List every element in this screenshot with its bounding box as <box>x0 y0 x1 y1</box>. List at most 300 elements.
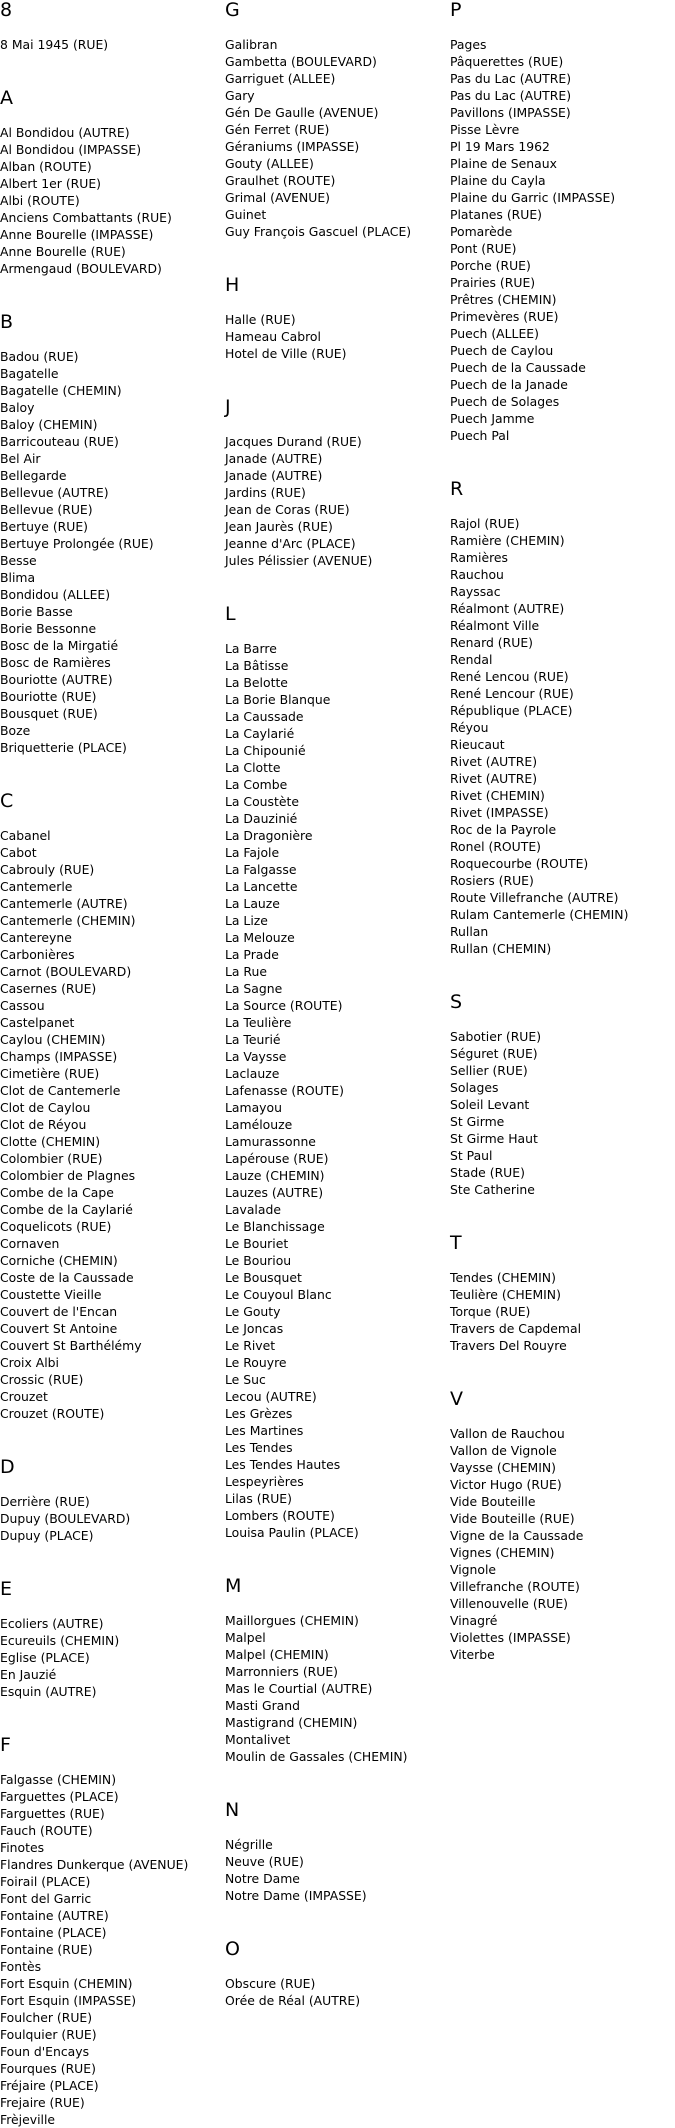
street-item: Al Bondidou (IMPASSE) <box>0 142 142 157</box>
street-item: Janade (AUTRE) <box>225 468 323 483</box>
group-spacer <box>225 1541 450 1576</box>
street-item: Jean de Coras (RUE) <box>225 502 350 517</box>
street-item: Les Martines <box>225 1423 304 1438</box>
street-item: Tendes (CHEMIN) <box>450 1270 556 1285</box>
letter-group <box>0 312 225 756</box>
street-item: Graulhet (ROUTE) <box>225 173 336 188</box>
street-item: Cassou <box>0 998 45 1013</box>
street-item: Ecoliers (AUTRE) <box>0 1616 104 1631</box>
letter-heading: T <box>450 1232 462 1254</box>
street-item: La Caylarié <box>225 726 295 741</box>
street-item: Mas le Courtial (AUTRE) <box>225 1681 373 1696</box>
letter-heading: D <box>0 1456 15 1478</box>
street-item: Notre Dame (IMPASSE) <box>225 1888 367 1903</box>
street-item: René Lencou (RUE) <box>450 669 569 684</box>
street-item: Galibran <box>225 37 278 52</box>
street-item: Rauchou <box>450 567 504 582</box>
street-item: Stade (RUE) <box>450 1165 525 1180</box>
street-list <box>225 1612 450 1765</box>
street-list <box>0 1615 225 1700</box>
street-item: Colombier de Plagnes <box>0 1168 136 1183</box>
letter-group <box>225 604 450 1541</box>
street-item: St Girme Haut <box>450 1131 538 1146</box>
letter-heading: V <box>450 1388 463 1410</box>
street-list <box>225 36 450 240</box>
street-list <box>0 124 225 277</box>
street-item: Vinagré <box>450 1613 498 1628</box>
street-item: Lafenasse (ROUTE) <box>225 1083 344 1098</box>
street-item: Foulcher (RUE) <box>0 2010 93 2025</box>
street-item: Bouriotte (RUE) <box>0 689 97 704</box>
letter-group <box>0 0 225 53</box>
letter-heading: P <box>450 0 462 21</box>
street-item: Soleil Levant <box>450 1097 530 1112</box>
street-item: Crossic (RUE) <box>0 1372 84 1387</box>
street-item: Gén Ferret (RUE) <box>225 122 330 137</box>
column-1 <box>0 0 225 2127</box>
street-item: Derrière (RUE) <box>0 1494 90 1509</box>
street-item: Le Gouty <box>225 1304 281 1319</box>
letter-heading: R <box>450 478 464 500</box>
street-item: Flandres Dunkerque (AVENUE) <box>0 1857 189 1872</box>
street-item: Puech de Solages <box>450 394 560 409</box>
street-item: Le Bousquet <box>225 1270 302 1285</box>
street-item: Ecureuils (CHEMIN) <box>0 1633 120 1648</box>
street-list <box>450 515 675 957</box>
street-item: Lombers (ROUTE) <box>225 1508 335 1523</box>
street-item: La Teulière <box>225 1015 292 1030</box>
street-item: Clotte (CHEMIN) <box>0 1134 101 1149</box>
street-item: Carnot (BOULEVARD) <box>0 964 132 979</box>
letter-group <box>225 397 450 569</box>
letter-heading: E <box>0 1578 13 1600</box>
street-item: Couvert de l'Encan <box>0 1304 118 1319</box>
street-item: La Caussade <box>225 709 304 724</box>
street-item: Obscure (RUE) <box>225 1976 316 1991</box>
letter-heading: N <box>225 1799 240 1821</box>
street-item: Lauze (CHEMIN) <box>225 1168 325 1183</box>
street-item: La Lauze <box>225 896 280 911</box>
street-item: Le Joncas <box>225 1321 284 1336</box>
street-item: Fauch (ROUTE) <box>0 1823 93 1838</box>
street-item: Fort Esquin (IMPASSE) <box>0 1993 137 2008</box>
letter-group <box>450 1233 675 1354</box>
street-item: Frejaire (RUE) <box>0 2095 85 2110</box>
street-item: Laclauze <box>225 1066 280 1081</box>
street-item: Pomarède <box>450 224 513 239</box>
street-item: Halle (RUE) <box>225 312 296 327</box>
street-item: Clot de Caylou <box>0 1100 91 1115</box>
street-item: Puech de Caylou <box>450 343 554 358</box>
street-item: Cornaven <box>0 1236 60 1251</box>
street-item: Briquetterie (PLACE) <box>0 740 127 755</box>
street-item: Platanes (RUE) <box>450 207 543 222</box>
street-item: Fontaine (PLACE) <box>0 1925 107 1940</box>
street-list <box>225 311 450 362</box>
street-item: Lauzes (AUTRE) <box>225 1185 324 1200</box>
street-item: Dupuy (BOULEVARD) <box>0 1511 131 1526</box>
letter-group <box>0 791 225 1422</box>
street-list <box>450 1269 675 1354</box>
street-item: Travers de Capdemal <box>450 1321 582 1336</box>
street-item: Guinet <box>225 207 267 222</box>
street-item: La Lize <box>225 913 268 928</box>
street-item: Neuve (RUE) <box>225 1854 304 1869</box>
letter-group <box>450 479 675 957</box>
street-item: Le Bouriet <box>225 1236 289 1251</box>
street-item: Le Rivet <box>225 1338 276 1353</box>
street-item: Pages <box>450 37 487 52</box>
street-item: Borie Bessonne <box>0 621 97 636</box>
street-item: Falgasse (CHEMIN) <box>0 1772 117 1787</box>
street-item: Eglise (PLACE) <box>0 1650 90 1665</box>
street-item: Les Tendes <box>225 1440 293 1455</box>
street-item: Sellier (RUE) <box>450 1063 528 1078</box>
street-item: Clot de Cantemerle <box>0 1083 121 1098</box>
letter-heading: C <box>0 790 14 812</box>
street-item: Lapérouse (RUE) <box>225 1151 329 1166</box>
street-item: Puech de la Janade <box>450 377 568 392</box>
letter-heading: B <box>0 311 14 333</box>
street-item: Victor Hugo (RUE) <box>450 1477 562 1492</box>
street-item: Al Bondidou (AUTRE) <box>0 125 130 140</box>
street-list <box>225 640 450 1541</box>
street-item: Pont (RUE) <box>450 241 517 256</box>
street-item: Bel Air <box>0 451 41 466</box>
street-item: Roc de la Payrole <box>450 822 557 837</box>
street-item: Fort Esquin (CHEMIN) <box>0 1976 133 1991</box>
street-item: Marronniers (RUE) <box>225 1664 338 1679</box>
street-item: Prairies (RUE) <box>450 275 536 290</box>
street-item: Lamayou <box>225 1100 282 1115</box>
street-list <box>450 1028 675 1198</box>
group-spacer <box>225 569 450 604</box>
letter-group <box>0 88 225 277</box>
street-item: Cantemerle <box>0 879 73 894</box>
street-item: Coste de la Caussade <box>0 1270 134 1285</box>
street-item: Foulquier (RUE) <box>0 2027 97 2042</box>
street-item: La Melouze <box>225 930 295 945</box>
street-item: Hameau Cabrol <box>225 329 321 344</box>
street-item: Sabotier (RUE) <box>450 1029 542 1044</box>
street-item: Lamurassonne <box>225 1134 316 1149</box>
street-item: Janade (AUTRE) <box>225 451 323 466</box>
street-item: Cabot <box>0 845 37 860</box>
street-item: Anciens Combattants (RUE) <box>0 210 172 225</box>
group-spacer <box>450 1198 675 1233</box>
street-item: Blima <box>0 570 36 585</box>
street-item: Bellevue (RUE) <box>0 502 93 517</box>
street-item: Pl 19 Mars 1962 <box>450 139 550 154</box>
street-item: Rendal <box>450 652 493 667</box>
street-item: La Lancette <box>225 879 298 894</box>
group-spacer <box>225 240 450 275</box>
street-item: Couvert St Antoine <box>0 1321 118 1336</box>
street-list <box>225 1836 450 1904</box>
street-item: Pavillons (IMPASSE) <box>450 105 571 120</box>
street-item: Lavalade <box>225 1202 281 1217</box>
group-spacer <box>450 1354 675 1389</box>
letter-group <box>225 275 450 362</box>
street-item: Cantereyne <box>0 930 72 945</box>
street-item: Maillorgues (CHEMIN) <box>225 1613 359 1628</box>
street-item: Rivet (AUTRE) <box>450 754 538 769</box>
street-item: Lamélouze <box>225 1117 293 1132</box>
street-item: Corniche (CHEMIN) <box>0 1253 118 1268</box>
group-spacer <box>0 1422 225 1457</box>
street-item: Combe de la Caylarié <box>0 1202 133 1217</box>
street-item: Montalivet <box>225 1732 291 1747</box>
street-item: Louisa Paulin (PLACE) <box>225 1525 359 1540</box>
street-item: Rivet (IMPASSE) <box>450 805 549 820</box>
street-list <box>450 36 675 444</box>
street-item: Croix Albi <box>0 1355 59 1370</box>
street-item: Puech (ALLEE) <box>450 326 539 341</box>
street-item: Pas du Lac (AUTRE) <box>450 71 572 86</box>
letter-heading: M <box>225 1575 242 1597</box>
street-item: La Clotte <box>225 760 281 775</box>
street-item: Violettes (IMPASSE) <box>450 1630 571 1645</box>
street-list <box>450 1425 675 1663</box>
street-item: Esquin (AUTRE) <box>0 1684 97 1699</box>
street-item: Gambetta (BOULEVARD) <box>225 54 377 69</box>
street-item: Viterbe <box>450 1647 495 1662</box>
street-item: Rosiers (RUE) <box>450 873 534 888</box>
street-item: Albert 1er (RUE) <box>0 176 102 191</box>
street-item: Cabanel <box>0 828 51 843</box>
street-item: Réyou <box>450 720 489 735</box>
street-item: Anne Bourelle (RUE) <box>0 244 126 259</box>
street-item: Caylou (CHEMIN) <box>0 1032 106 1047</box>
street-item: Alban (ROUTE) <box>0 159 92 174</box>
street-item: Rivet (CHEMIN) <box>450 788 545 803</box>
street-item: Jules Pélissier (AVENUE) <box>225 553 373 568</box>
street-item: Rajol (RUE) <box>450 516 520 531</box>
street-item: Lilas (RUE) <box>225 1491 292 1506</box>
letter-heading: A <box>0 87 13 109</box>
street-item: Barricouteau (RUE) <box>0 434 119 449</box>
street-item: Ramières <box>450 550 508 565</box>
street-item: En Jauzié <box>0 1667 57 1682</box>
street-list <box>0 827 225 1422</box>
street-item: Baloy (CHEMIN) <box>0 417 98 432</box>
street-item: Le Couyoul Blanc <box>225 1287 332 1302</box>
street-item: Ramière (CHEMIN) <box>450 533 565 548</box>
street-item: Boze <box>0 723 31 738</box>
street-item: La Combe <box>225 777 288 792</box>
letter-group <box>0 1735 225 2128</box>
letter-heading: O <box>225 1938 240 1960</box>
letter-group <box>450 1389 675 1663</box>
street-item: Bertuye Prolongée (RUE) <box>0 536 154 551</box>
street-item: La Vaysse <box>225 1049 287 1064</box>
street-item: Farguettes (RUE) <box>0 1806 105 1821</box>
letter-heading: S <box>450 991 463 1013</box>
street-list <box>0 1771 225 2128</box>
street-item: Gary <box>225 88 255 103</box>
street-item: Plaine de Senaux <box>450 156 557 171</box>
street-item: Prêtres (CHEMIN) <box>450 292 557 307</box>
street-item: Baloy <box>0 400 35 415</box>
street-item: Farguettes (PLACE) <box>0 1789 119 1804</box>
street-item: La Borie Blanque <box>225 692 331 707</box>
street-item: Rullan (CHEMIN) <box>450 941 552 956</box>
street-item: Bertuye (RUE) <box>0 519 88 534</box>
street-item: Pâquerettes (RUE) <box>450 54 564 69</box>
street-item: Bouriotte (AUTRE) <box>0 672 113 687</box>
letter-heading: G <box>225 0 240 21</box>
street-item: Coustette Vieille <box>0 1287 102 1302</box>
street-item: Foun d'Encays <box>0 2044 90 2059</box>
street-item: Fontaine (AUTRE) <box>0 1908 109 1923</box>
street-item: La Teurié <box>225 1032 281 1047</box>
letter-heading: F <box>0 1734 11 1756</box>
street-item: Masti Grand <box>225 1698 300 1713</box>
street-item: Le Rouyre <box>225 1355 287 1370</box>
group-spacer <box>225 1765 450 1800</box>
street-item: Finotes <box>0 1840 45 1855</box>
street-item: Bagatelle <box>0 366 59 381</box>
street-item: Cimetière (RUE) <box>0 1066 100 1081</box>
street-item: Jardins (RUE) <box>225 485 306 500</box>
street-item: Cantemerle (CHEMIN) <box>0 913 136 928</box>
street-item: Bagatelle (CHEMIN) <box>0 383 122 398</box>
street-item: Les Grèzes <box>225 1406 293 1421</box>
street-item: Lespeyrières <box>225 1474 304 1489</box>
letter-heading: L <box>225 603 236 625</box>
street-item: Anne Bourelle (IMPASSE) <box>0 227 154 242</box>
street-item: St Paul <box>450 1148 493 1163</box>
street-item: Casernes (RUE) <box>0 981 97 996</box>
street-item: Réalmont (AUTRE) <box>450 601 565 616</box>
group-spacer <box>450 444 675 479</box>
street-item: Villenouvelle (RUE) <box>450 1596 569 1611</box>
street-item: Malpel <box>225 1630 266 1645</box>
street-item: Vaysse (CHEMIN) <box>450 1460 556 1475</box>
street-item: Jeanne d'Arc (PLACE) <box>225 536 356 551</box>
street-item: Puech Pal <box>450 428 510 443</box>
street-item: Ronel (ROUTE) <box>450 839 541 854</box>
street-item: Renard (RUE) <box>450 635 533 650</box>
street-item: Albi (ROUTE) <box>0 193 80 208</box>
street-list <box>0 36 225 53</box>
street-item: Plaine du Cayla <box>450 173 546 188</box>
street-item: Bosc de la Mirgatié <box>0 638 119 653</box>
street-item: Villefranche (ROUTE) <box>450 1579 580 1594</box>
street-item: Champs (IMPASSE) <box>0 1049 118 1064</box>
street-item: Gouty (ALLEE) <box>225 156 314 171</box>
street-item: Le Bouriou <box>225 1253 292 1268</box>
street-item: Séguret (RUE) <box>450 1046 538 1061</box>
street-item: La Sagne <box>225 981 283 996</box>
letter-group <box>450 992 675 1198</box>
street-item: Plaine du Garric (IMPASSE) <box>450 190 616 205</box>
street-item: La Prade <box>225 947 279 962</box>
street-item: Couvert St Barthélémy <box>0 1338 142 1353</box>
group-spacer <box>0 756 225 791</box>
street-item: Le Suc <box>225 1372 266 1387</box>
street-item: Bellevue (AUTRE) <box>0 485 109 500</box>
letter-group <box>0 1457 225 1544</box>
street-item: Notre Dame <box>225 1871 300 1886</box>
street-item: Borie Basse <box>0 604 73 619</box>
letter-group <box>225 1576 450 1765</box>
street-item: Guy François Gascuel (PLACE) <box>225 224 412 239</box>
street-item: Foirail (PLACE) <box>0 1874 91 1889</box>
street-item: Rieucaut <box>450 737 505 752</box>
street-item: Géraniums (IMPASSE) <box>225 139 360 154</box>
column-3 <box>450 0 675 2060</box>
street-item: Bosc de Ramières <box>0 655 111 670</box>
group-spacer <box>0 277 225 312</box>
street-item: Teulière (CHEMIN) <box>450 1287 561 1302</box>
street-item: Pisse Lèvre <box>450 122 520 137</box>
street-item: Grimal (AVENUE) <box>225 190 331 205</box>
street-item: Hotel de Ville (RUE) <box>225 346 347 361</box>
street-item: Bellegarde <box>0 468 67 483</box>
street-item: La Bâtisse <box>225 658 289 673</box>
street-item: La Dragonière <box>225 828 313 843</box>
street-item: Cantemerle (AUTRE) <box>0 896 128 911</box>
group-spacer <box>0 1544 225 1579</box>
street-item: Dupuy (PLACE) <box>0 1528 94 1543</box>
street-item: Fourques (RUE) <box>0 2061 96 2076</box>
street-item: Armengaud (BOULEVARD) <box>0 261 162 276</box>
street-item: Pas du Lac (AUTRE) <box>450 88 572 103</box>
street-item: Vallon de Rauchou <box>450 1426 565 1441</box>
street-item: Travers Del Rouyre <box>450 1338 567 1353</box>
street-item: Rayssac <box>450 584 501 599</box>
street-item: Bousquet (RUE) <box>0 706 98 721</box>
street-item: Rullan <box>450 924 489 939</box>
letter-group <box>225 1939 450 2009</box>
street-item: La Source (ROUTE) <box>225 998 343 1013</box>
street-item: Mastigrand (CHEMIN) <box>225 1715 358 1730</box>
street-item: Vigne de la Caussade <box>450 1528 584 1543</box>
street-item: Badou (RUE) <box>0 349 79 364</box>
street-item: La Rue <box>225 964 267 979</box>
street-item: Vignes (CHEMIN) <box>450 1545 555 1560</box>
street-item: La Chipounié <box>225 743 306 758</box>
street-item: Besse <box>0 553 37 568</box>
street-item: Font del Garric <box>0 1891 92 1906</box>
street-item: Le Blanchissage <box>225 1219 325 1234</box>
street-item: Coquelicots (RUE) <box>0 1219 112 1234</box>
letter-group <box>0 1579 225 1700</box>
street-item: La Dauzinié <box>225 811 298 826</box>
street-item: Carbonières <box>0 947 75 962</box>
street-item: Bondidou (ALLEE) <box>0 587 111 602</box>
street-item: Primevères (RUE) <box>450 309 559 324</box>
street-item: Vallon de Vignole <box>450 1443 557 1458</box>
street-item: Malpel (CHEMIN) <box>225 1647 329 1662</box>
street-item: Clot de Réyou <box>0 1117 87 1132</box>
letter-heading: 8 <box>0 0 13 21</box>
letter-heading: J <box>225 396 231 418</box>
group-spacer <box>225 1904 450 1939</box>
street-item: Réalmont Ville <box>450 618 540 633</box>
street-item: Vignole <box>450 1562 497 1577</box>
street-item: Puech Jamme <box>450 411 535 426</box>
street-item: 8 Mai 1945 (RUE) <box>0 37 109 52</box>
street-item: Roquecourbe (ROUTE) <box>450 856 589 871</box>
street-item: St Girme <box>450 1114 505 1129</box>
street-item: Orée de Réal (AUTRE) <box>225 1993 361 2008</box>
group-spacer <box>0 1700 225 1735</box>
street-item: Moulin de Gassales (CHEMIN) <box>225 1749 408 1764</box>
group-spacer <box>450 957 675 992</box>
street-item: Jean Jaurès (RUE) <box>225 519 333 534</box>
